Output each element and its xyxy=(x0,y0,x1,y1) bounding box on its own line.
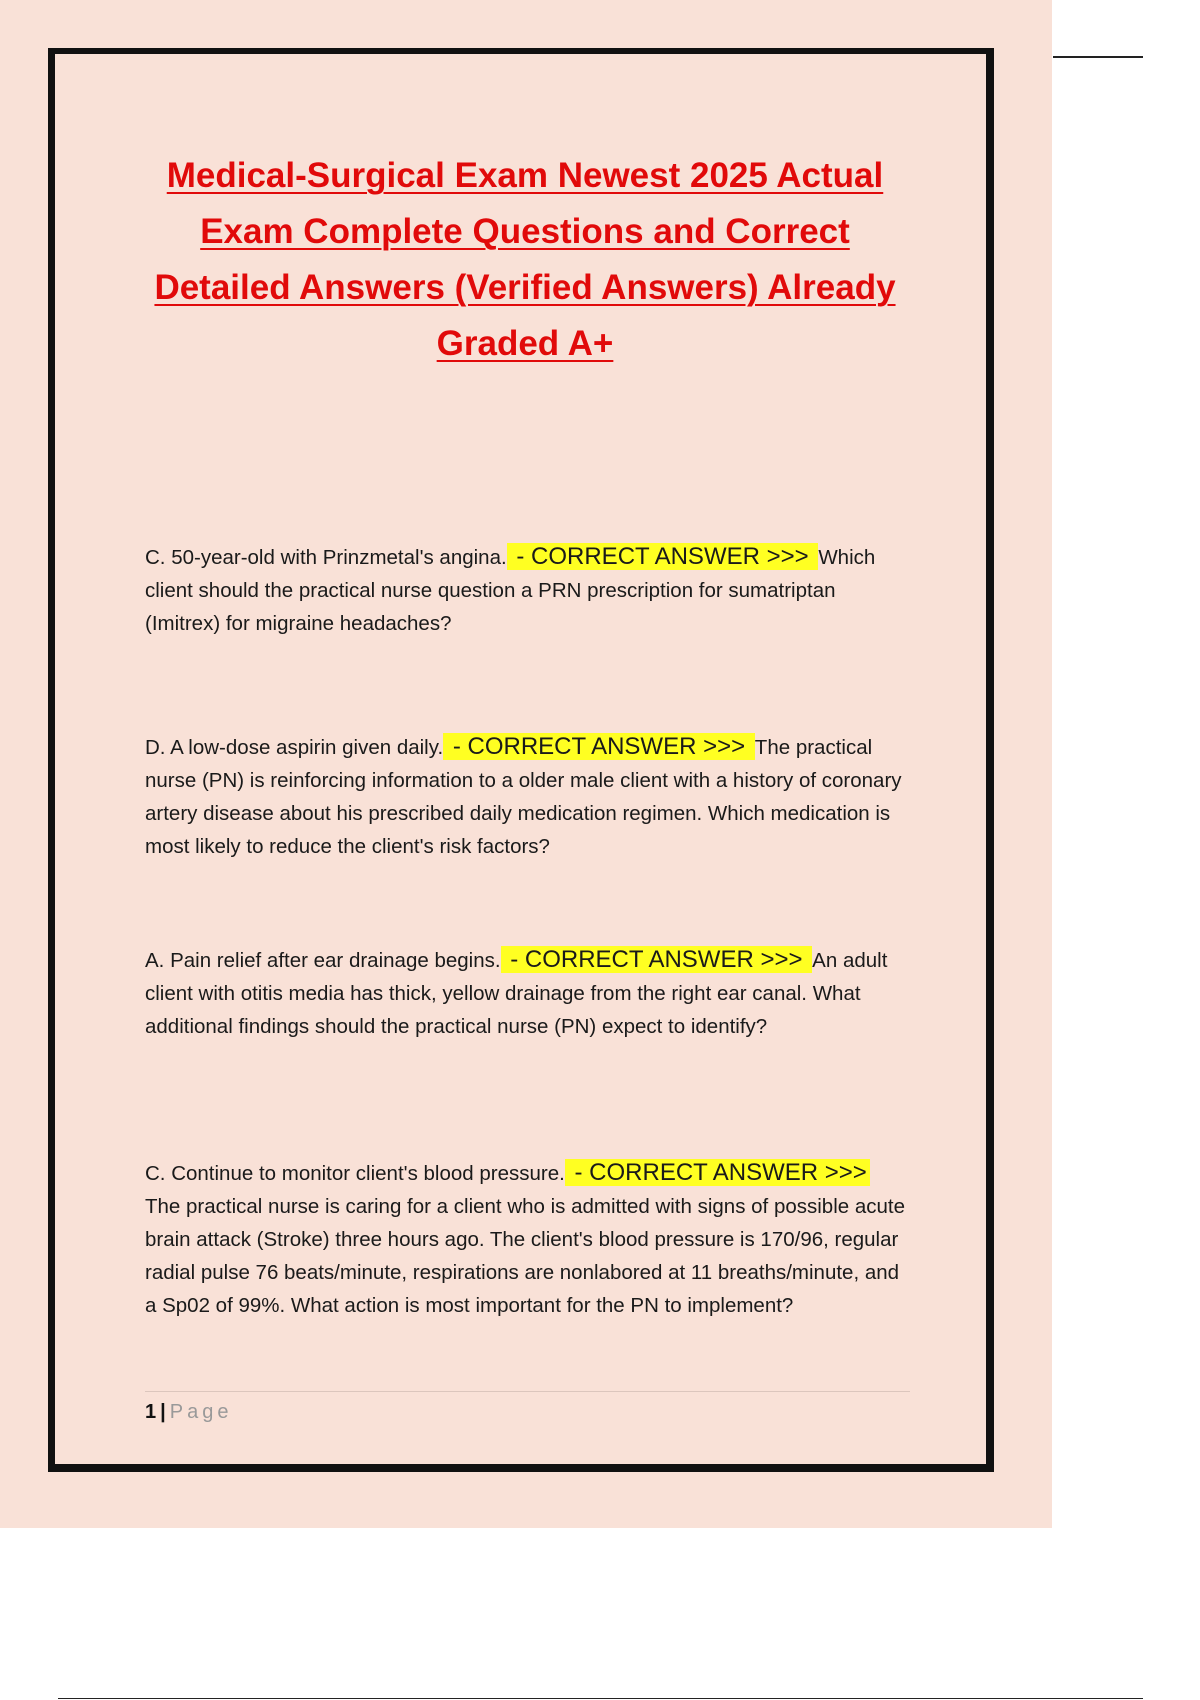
document-title: Medical-Surgical Exam Newest 2025 Actual Exam Complete Questions and Correct Detailed Answers (Verified Answers) Already Graded A+ xyxy=(154,156,896,363)
question-text: An adult client with otitis media has thick, yellow drainage from the right ear canal. What additional findings should the practical nurse (PN) expect to identify? xyxy=(145,949,888,1038)
bottom-rule xyxy=(58,1698,1143,1699)
page-number: 1 xyxy=(145,1401,157,1423)
answer-text: A. Pain relief after ear drainage begins. xyxy=(145,949,501,972)
question-text: The practical nurse (PN) is reinforcing information to a older male client with a history of coronary artery disease about his prescribed daily medication regimen. Which medication is most likely to reduce the client's risk factors? xyxy=(145,736,902,858)
qa-item-1 xyxy=(145,540,905,640)
correct-answer-marker: - CORRECT ANSWER >>> xyxy=(565,1159,870,1186)
qa-item-3 xyxy=(145,943,905,1043)
question-text: The practical nurse is caring for a client who is admitted with signs of possible acute brain attack (Stroke) three hours ago. The client's blood pressure is 170/96, regular radial pulse 76 beats/minute, respirations are nonlabored at 11 breaths/minute, and a Sp02 of 99%. What action is most important for the PN to implement? xyxy=(145,1195,906,1317)
page-footer xyxy=(145,1401,232,1424)
answer-text: C. Continue to monitor client's blood pressure. xyxy=(145,1162,565,1185)
correct-answer-marker: - CORRECT ANSWER >>> xyxy=(507,543,819,570)
footer-separator: | xyxy=(160,1401,166,1423)
correct-answer-marker: - CORRECT ANSWER >>> xyxy=(501,946,813,973)
page-label: Page xyxy=(169,1401,233,1423)
qa-item-4 xyxy=(145,1156,905,1322)
answer-text: C. 50-year-old with Prinzmetal's angina. xyxy=(145,546,507,569)
footer-divider xyxy=(145,1391,910,1392)
correct-answer-marker: - CORRECT ANSWER >>> xyxy=(443,733,755,760)
question-text: Which client should the practical nurse question a PRN prescription for sumatriptan (Imitrex) for migraine headaches? xyxy=(145,546,876,635)
top-right-rule xyxy=(1053,56,1143,58)
qa-item-2 xyxy=(145,730,905,863)
answer-text: D. A low-dose aspirin given daily. xyxy=(145,736,444,759)
